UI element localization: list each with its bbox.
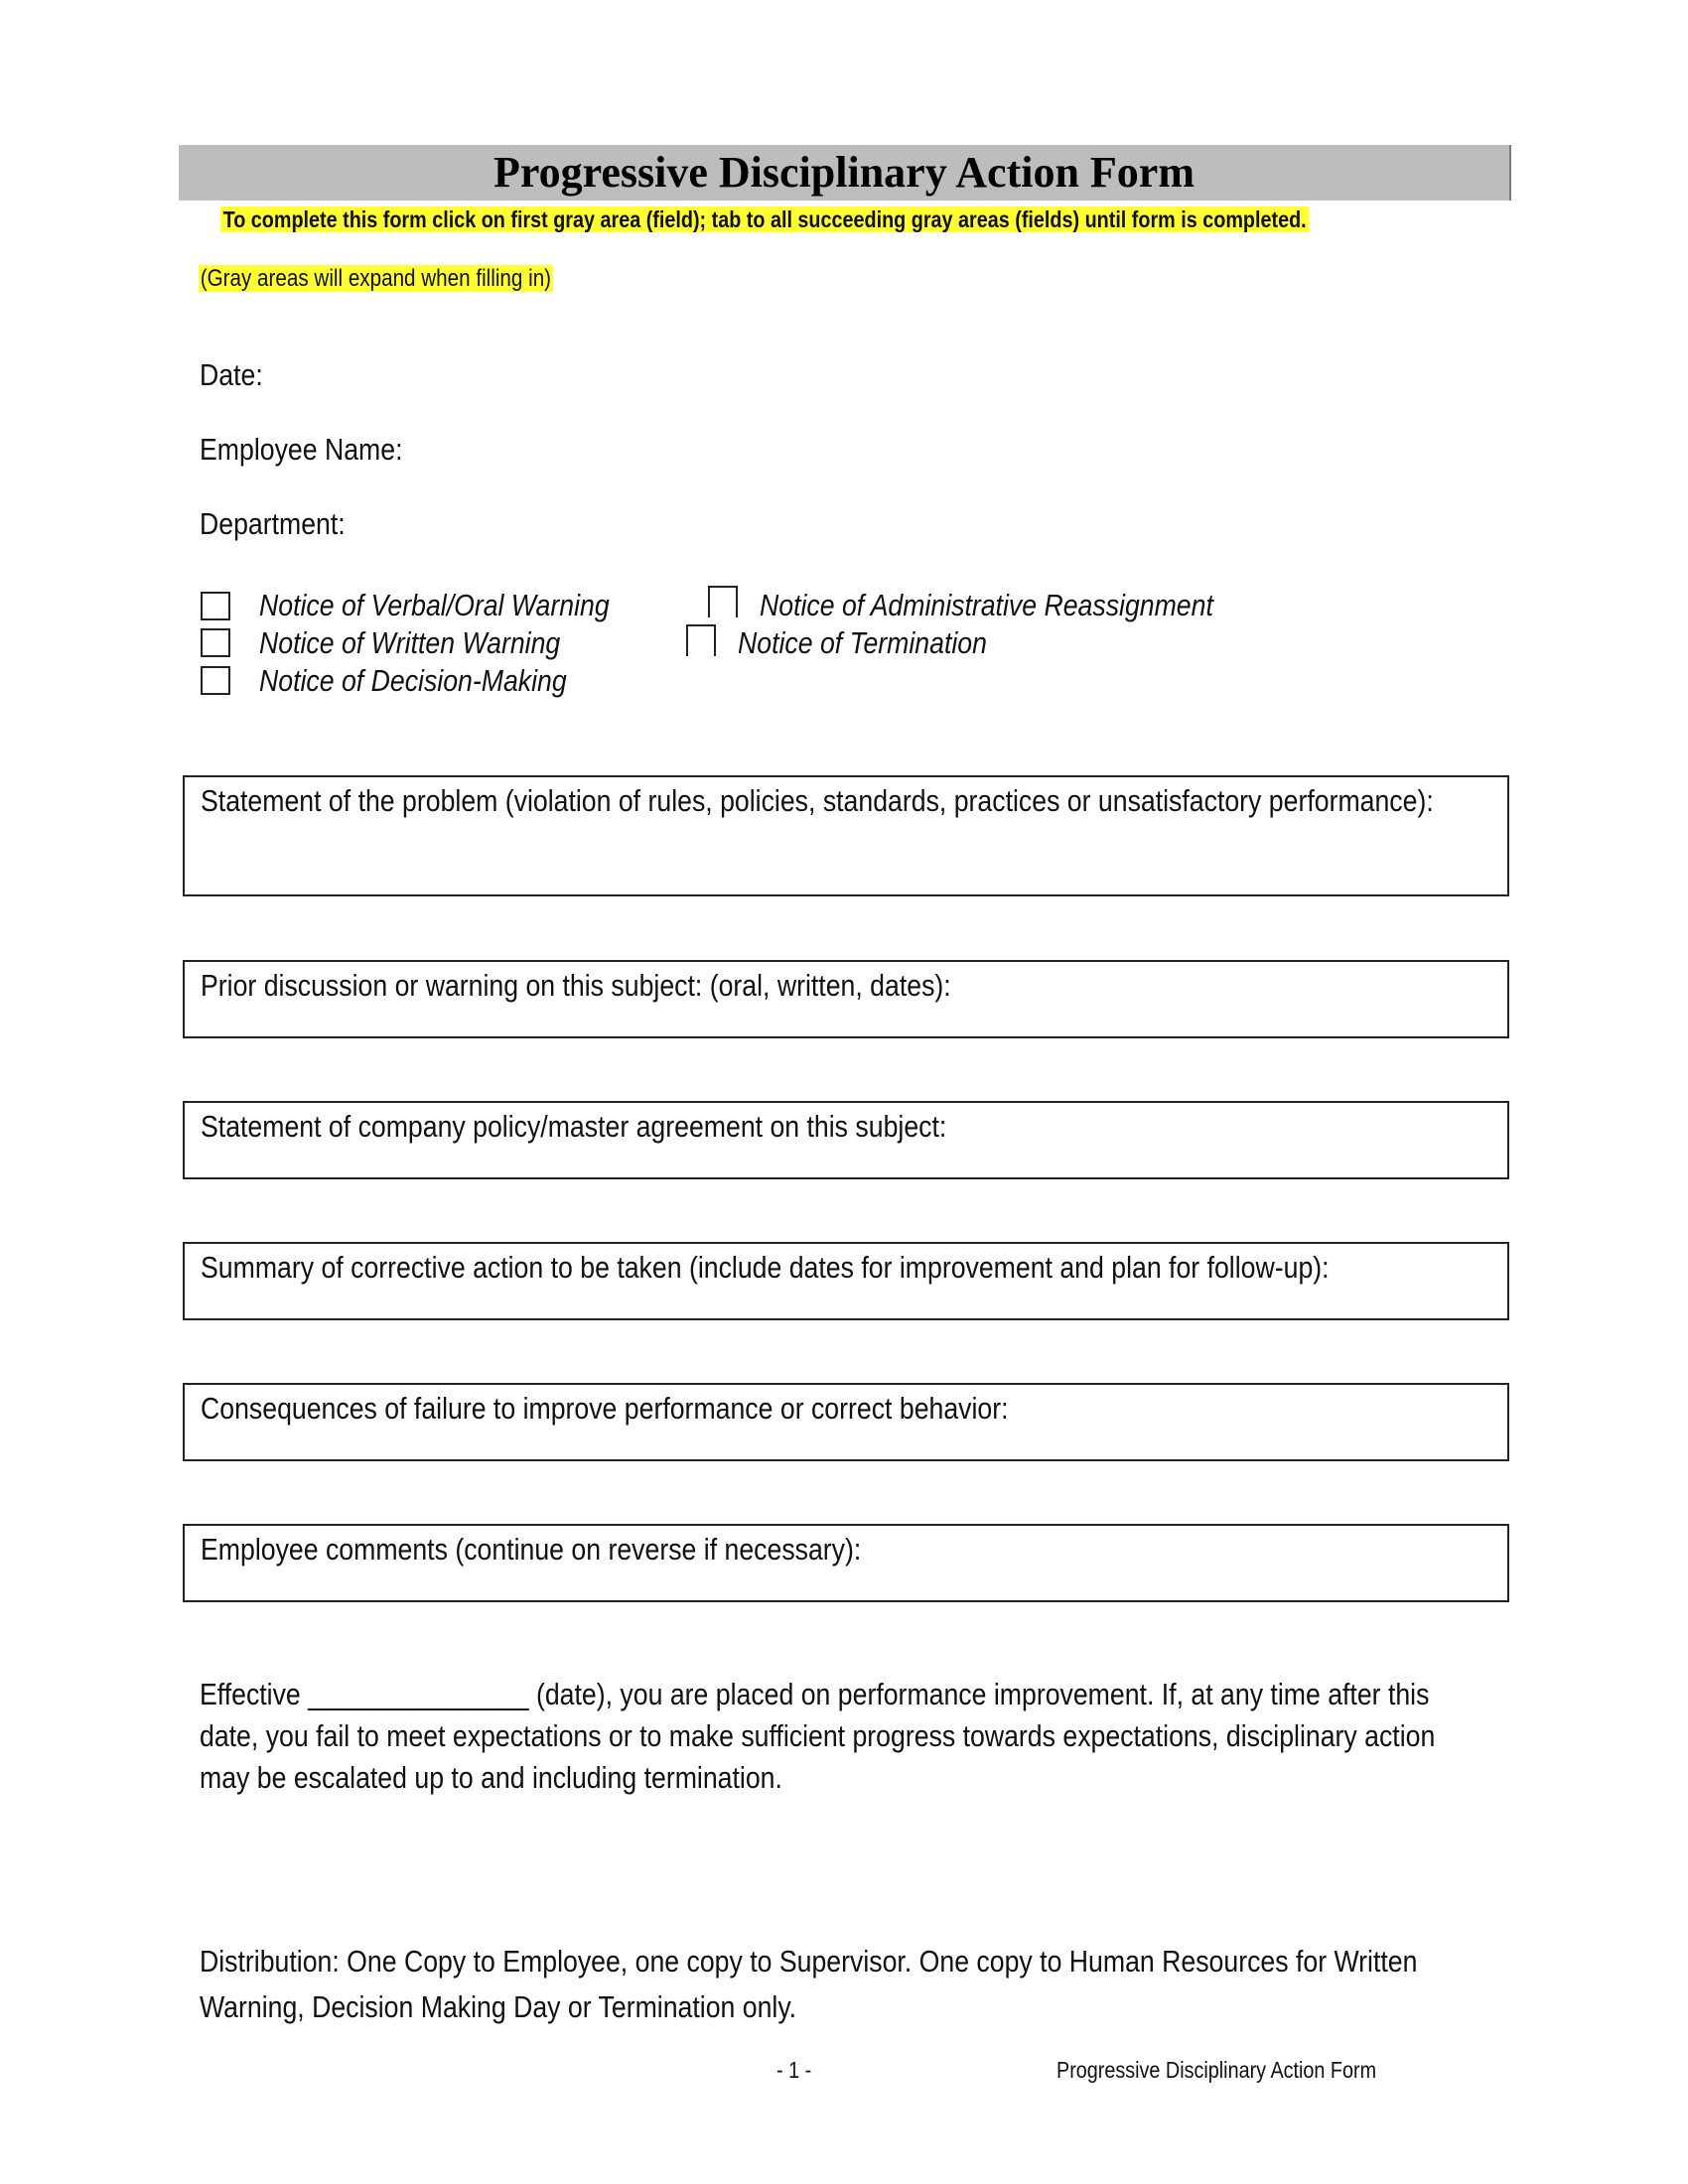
distribution-paragraph: [200, 1939, 1490, 2030]
effective-line-1: Effective _______________ (date), you are placed on performance improvement. If, at any time after this: [200, 1677, 1430, 1711]
effective-paragraph: [200, 1674, 1490, 1799]
department-label[interactable]: Department:: [200, 506, 346, 541]
date-label[interactable]: Date:: [200, 357, 263, 392]
effective-line-2: date, you fail to meet expectations or to make sufficient progress towards expectations, disciplinary action: [200, 1718, 1436, 1753]
consequences-label: Consequences of failure to improve performance or correct behavior:: [201, 1391, 1009, 1426]
company-policy-box[interactable]: [183, 1101, 1509, 1179]
written-warning-label: Notice of Written Warning: [259, 625, 561, 660]
employee-name-label[interactable]: Employee Name:: [200, 432, 403, 467]
verbal-warning-checkbox[interactable]: [201, 592, 230, 620]
company-policy-label: Statement of company policy/master agreement on this subject:: [201, 1109, 947, 1144]
distribution-line-1: Distribution: One Copy to Employee, one copy to Supervisor. One copy to Human Resources for Written: [200, 1944, 1418, 1979]
administrative-reassignment-label: Notice of Administrative Reassignment: [760, 588, 1213, 622]
termination-label: Notice of Termination: [738, 625, 987, 660]
problem-statement-box[interactable]: [183, 775, 1509, 896]
title-bar: [179, 145, 1511, 201]
prior-discussion-label: Prior discussion or warning on this subject: (oral, written, dates):: [201, 968, 951, 1003]
decision-making-checkbox[interactable]: [201, 666, 230, 695]
employee-comments-box[interactable]: [183, 1524, 1509, 1602]
distribution-line-2: Warning, Decision Making Day or Termination only.: [200, 1989, 797, 2024]
gray-areas-note: [199, 263, 553, 295]
effective-line-3: may be escalated up to and including termination.: [200, 1760, 782, 1795]
prior-discussion-box[interactable]: [183, 960, 1509, 1038]
corrective-action-box[interactable]: [183, 1242, 1509, 1320]
termination-checkbox[interactable]: [686, 624, 716, 656]
written-warning-checkbox[interactable]: [201, 628, 230, 657]
footer-form-title: Progressive Disciplinary Action Form: [1056, 2057, 1377, 2083]
employee-comments-label: Employee comments (continue on reverse if necessary):: [201, 1532, 862, 1567]
corrective-action-label: Summary of corrective action to be taken (include dates for improvement and plan for follow-up):: [201, 1250, 1330, 1285]
problem-statement-label: Statement of the problem (violation of rules, policies, standards, practices or unsatisfactory performance):: [201, 783, 1434, 818]
verbal-warning-label: Notice of Verbal/Oral Warning: [259, 588, 610, 622]
instruction-highlight: To complete this form click on first gray area (field); tab to all succeeding gray areas (fields) until form is completed.: [220, 206, 1309, 232]
consequences-box[interactable]: [183, 1383, 1509, 1461]
gray-note-highlight: (Gray areas will expand when filling in): [200, 265, 552, 292]
footer-page-number: - 1 -: [776, 2057, 812, 2083]
decision-making-label: Notice of Decision-Making: [259, 663, 567, 698]
page-title: Progressive Disciplinary Action Form: [493, 148, 1195, 197]
instruction-text: [220, 205, 1309, 234]
administrative-reassignment-checkbox[interactable]: [708, 586, 738, 617]
